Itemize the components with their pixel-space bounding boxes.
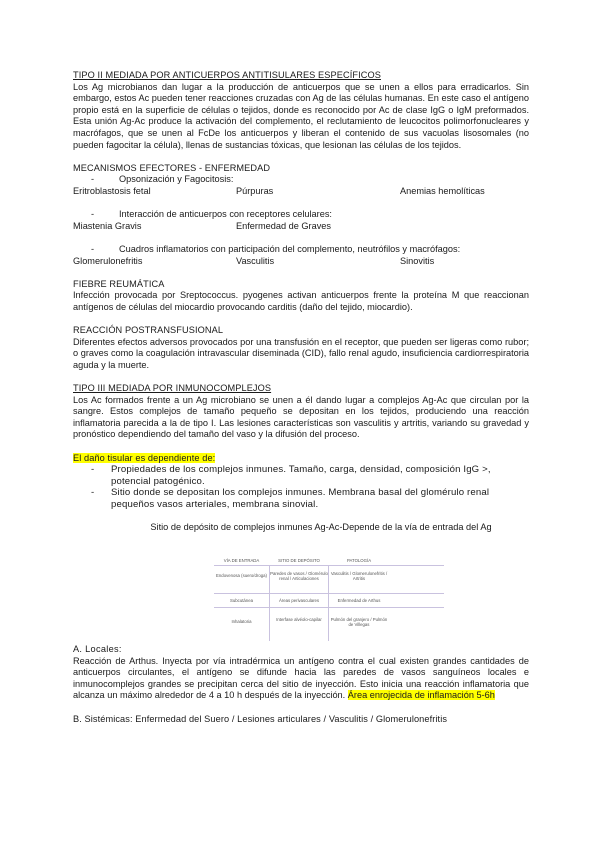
table-caption: Sitio de depósito de complejos inmunes Ag-Ac-Depende de la vía de entrada del Ag (150, 522, 492, 533)
table-cell: Enfermedad de Arthus (337, 598, 381, 603)
disease-item: Anemias hemolíticas (400, 185, 485, 196)
document-page-continued (73, 644, 529, 725)
mecanismo-label-inflamatorios: - Cuadros inflamatorios con participación del complemento, neutrófilos y macrófagos: (91, 243, 461, 254)
section-title-tipo-ii: TIPO II MEDIADA POR ANTICUERPOS ANTITISULARES ESPECÍFICOS (73, 70, 381, 80)
disease-item: Sinovitis (400, 255, 435, 266)
table-cell: Interfase alvéolo-capilar (276, 617, 322, 622)
dano-item: - Propiedades de los complejos inmunes. Tamaño, carga, densidad, composición IgG >, potencial patogénico. (91, 464, 491, 487)
mecanismo-diseases-inflamatorios (73, 256, 529, 268)
mecanismo-label-opsonizacion: - Opsonización y Fagocitosis: (91, 174, 234, 185)
table-cell: Áreas perivasculares (278, 598, 320, 603)
locales-highlight: Área enrojecida de inflamación 5-6h (347, 690, 495, 701)
disease-item: Glomerulonefritis (73, 255, 143, 266)
fiebre-title: FIEBRE REUMÁTICA (73, 278, 165, 289)
disease-item: Eritroblastosis fetal (73, 185, 151, 196)
reaccion-paragraph: Diferentes efectos adversos provocados por una transfusión en el receptor, que pueden ser ligeras como rubor; o graves como la coagulación intravascular diseminada (CID), fallo renal agudo, insuficiencia cardiorrespiratoria aguda y la muerte. (73, 336, 529, 370)
locales-paragraph: Reacción de Arthus. Inyecta por vía intradérmica un antígeno contra el cual existen grandes cantidades de anticuerpos circulantes, el antígeno se difunde hacia las paredes de vasos sanguíneos locales e inmunocomplejos grandes se precipitan cerca del sitio de inyección. Esto inicia una reacción inflamatoria que alcanza un máximo alrededor de 4 a 10 h después de la inyección. Área enrojecida de inflamación 5-6h (73, 655, 529, 701)
table-cell: Pulmón del granjero / Pulmón de Villegas (330, 617, 388, 627)
disease-item: Enfermedad de Graves (236, 220, 331, 231)
disease-item: Vasculitis (236, 255, 275, 266)
tipo-ii-paragraph: Los Ag microbianos dan lugar a la producción de anticuerpos que se unen a ellos para erradicarlos. Sin embargo, estos Ac pueden tener reacciones cruzadas con Ag de las células humanas. En este caso el antígeno propio está en la superficie de células o tejidos, donde es reconocido por Ac de clase IgG o IgM preformados. Esta unión Ag-Ac produce la activación del complemento, el reclutamiento de leucocitos polimorfonucleares y macrófagos, que se unen al FcDe los anticuerpos y liberan el contenido de sus vacuolas lisosomales (no pueden fagocitar la célula), llenas de sustancias tóxicas, que lesionan las células de los tejidos. (73, 81, 529, 150)
dano-heading: El daño tisular es dependiente de: (73, 452, 216, 463)
fiebre-paragraph: Infección provocada por Sreptococcus. pyogenes activan anticuerpos frente la proteína M que reaccionan antígenos de células del miocardio provocando carditis (daño del tejido, miocardio). (73, 290, 529, 312)
disease-item: Miastenia Gravis (73, 220, 142, 231)
mecanismo-diseases-receptores (73, 221, 529, 233)
dano-item: - Sitio donde se depositan los complejos inmunes. Membrana basal del glomérulo renal pequeños vasos arteriales, membrana sinovial. (91, 487, 490, 510)
sistemicas-line: B. Sistémicas: Enfermedad del Suero / Lesiones articulares / Vasculitis / Glomerulonefritis (73, 713, 448, 724)
table-cell: Inhalatoria (231, 619, 252, 624)
section-title-tipo-iii: TIPO III MEDIADA POR INMUNOCOMPLEJOS (73, 383, 272, 394)
table-header: PATOLOGÍA (346, 558, 372, 563)
disease-item: Púrpuras (236, 185, 274, 196)
mecanismos-title: MECANISMOS EFECTORES - ENFERMEDAD (73, 162, 271, 173)
document-page (73, 70, 529, 534)
table-cell: Vasculitis / Glomerulonefritis / Artritis (330, 571, 388, 581)
table-cell: Endovenosa (suero/droga) (216, 573, 267, 578)
tipo-iii-paragraph: Los Ac formados frente a un Ag microbiano se unen a él dando lugar a complejos Ag-Ac que circulan por la sangre. Estos complejos de tamaño pequeño se depositan en los tejidos, produciendo una reacción inflamatoria parecida a la de tipo I. Las lesiones características son vasculitis y artritis, variando su gravedad y pronóstico dependiendo del tamaño del vaso y la difusión del proceso. (73, 394, 529, 440)
table-header: VÍA DE ENTRADA (223, 558, 260, 563)
deposit-site-table (214, 555, 444, 641)
mecanismo-diseases-opsonizacion (73, 186, 529, 198)
reaccion-title: REACCIÓN POSTRANSFUSIONAL (73, 325, 224, 336)
table-cell: Paredes de vasos / Glomérulo renal / Articulaciones (270, 571, 328, 581)
table-cell: Subcutánea (230, 598, 253, 603)
mecanismo-label-receptores: - Interacción de anticuerpos con receptores celulares: (91, 209, 332, 220)
locales-title: A. Locales: (73, 644, 122, 654)
table-header: SITIO DE DEPÓSITO (278, 558, 320, 563)
disease-item (400, 221, 529, 233)
